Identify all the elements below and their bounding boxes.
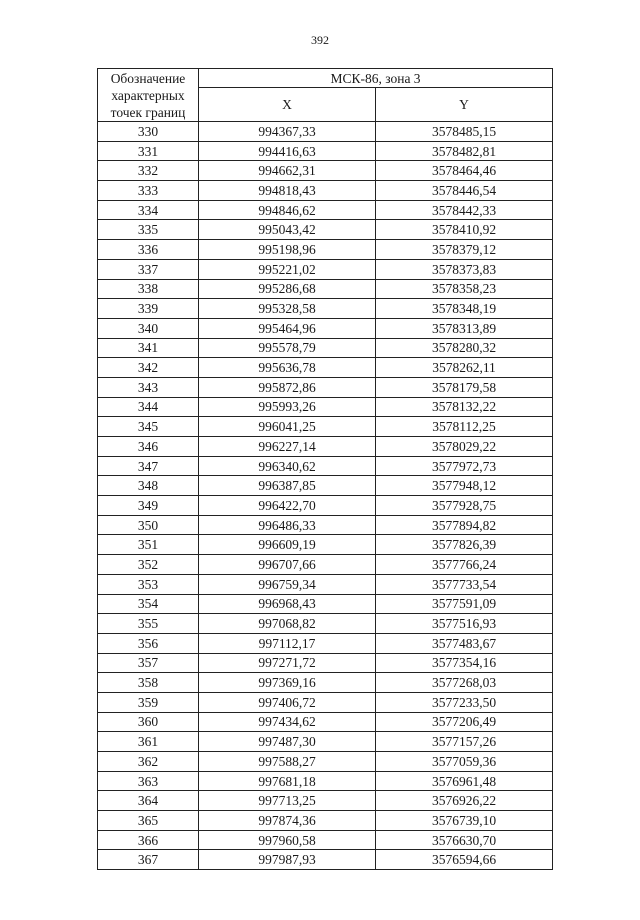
y-coordinate-cell: 3577591,09 <box>376 594 553 614</box>
y-coordinate-cell: 3577894,82 <box>376 515 553 535</box>
table-body <box>98 122 553 870</box>
point-number-cell: 357 <box>98 653 199 673</box>
point-number-cell: 349 <box>98 496 199 516</box>
point-number-cell: 358 <box>98 673 199 693</box>
y-coordinate-cell: 3577059,36 <box>376 752 553 772</box>
x-coordinate-cell: 997434,62 <box>199 712 376 732</box>
point-number-cell: 351 <box>98 535 199 555</box>
point-number-cell: 332 <box>98 161 199 181</box>
point-number-cell: 348 <box>98 476 199 496</box>
y-coordinate-cell: 3578482,81 <box>376 141 553 161</box>
table-row <box>98 397 553 417</box>
x-coordinate-cell: 997271,72 <box>199 653 376 673</box>
table-row <box>98 358 553 378</box>
y-coordinate-cell: 3576961,48 <box>376 771 553 791</box>
table-row <box>98 377 553 397</box>
table-row <box>98 417 553 437</box>
x-coordinate-cell: 997369,16 <box>199 673 376 693</box>
x-coordinate-cell: 996041,25 <box>199 417 376 437</box>
x-coordinate-cell: 997068,82 <box>199 614 376 634</box>
point-number-cell: 335 <box>98 220 199 240</box>
x-coordinate-cell: 994818,43 <box>199 181 376 201</box>
x-coordinate-cell: 996707,66 <box>199 555 376 575</box>
x-coordinate-cell: 997588,27 <box>199 752 376 772</box>
table-row <box>98 594 553 614</box>
x-coordinate-cell: 997112,17 <box>199 633 376 653</box>
point-number-cell: 352 <box>98 555 199 575</box>
y-coordinate-cell: 3577157,26 <box>376 732 553 752</box>
y-coordinate-cell: 3578379,12 <box>376 240 553 260</box>
x-coordinate-cell: 997960,58 <box>199 830 376 850</box>
table-row <box>98 732 553 752</box>
point-number-cell: 367 <box>98 850 199 870</box>
table-row <box>98 141 553 161</box>
table-row <box>98 653 553 673</box>
x-coordinate-cell: 995464,96 <box>199 318 376 338</box>
point-number-cell: 334 <box>98 200 199 220</box>
point-number-cell: 360 <box>98 712 199 732</box>
coordinates-table <box>97 68 553 870</box>
table-row <box>98 161 553 181</box>
y-coordinate-cell: 3578442,33 <box>376 200 553 220</box>
point-number-cell: 353 <box>98 574 199 594</box>
table-row <box>98 279 553 299</box>
table-row <box>98 299 553 319</box>
page-number: 392 <box>311 33 329 47</box>
x-coordinate-cell: 995328,58 <box>199 299 376 319</box>
point-number-cell: 362 <box>98 752 199 772</box>
point-number-cell: 355 <box>98 614 199 634</box>
table-row <box>98 476 553 496</box>
point-number-cell: 359 <box>98 692 199 712</box>
table-row <box>98 338 553 358</box>
x-coordinate-cell: 996422,70 <box>199 496 376 516</box>
x-coordinate-cell: 996387,85 <box>199 476 376 496</box>
table-row <box>98 240 553 260</box>
y-coordinate-cell: 3577354,16 <box>376 653 553 673</box>
table-row <box>98 200 553 220</box>
point-number-cell: 356 <box>98 633 199 653</box>
x-coordinate-cell: 997681,18 <box>199 771 376 791</box>
x-coordinate-cell: 997987,93 <box>199 850 376 870</box>
y-coordinate-cell: 3578358,23 <box>376 279 553 299</box>
table-row <box>98 456 553 476</box>
point-number-cell: 350 <box>98 515 199 535</box>
header-coordinate-system: МСК-86, зона 3 <box>199 69 553 88</box>
x-coordinate-cell: 996227,14 <box>199 437 376 457</box>
y-coordinate-cell: 3577233,50 <box>376 692 553 712</box>
header-y: Y <box>376 88 553 122</box>
x-coordinate-cell: 996968,43 <box>199 594 376 614</box>
x-coordinate-cell: 995043,42 <box>199 220 376 240</box>
point-number-cell: 333 <box>98 181 199 201</box>
header-x: X <box>199 88 376 122</box>
y-coordinate-cell: 3578313,89 <box>376 318 553 338</box>
x-coordinate-cell: 996609,19 <box>199 535 376 555</box>
x-coordinate-cell: 995993,26 <box>199 397 376 417</box>
y-coordinate-cell: 3578373,83 <box>376 259 553 279</box>
table-row <box>98 515 553 535</box>
x-coordinate-cell: 997713,25 <box>199 791 376 811</box>
table-row <box>98 181 553 201</box>
point-number-cell: 365 <box>98 811 199 831</box>
x-coordinate-cell: 997874,36 <box>199 811 376 831</box>
y-coordinate-cell: 3577766,24 <box>376 555 553 575</box>
table-row <box>98 673 553 693</box>
table-row <box>98 574 553 594</box>
point-number-cell: 338 <box>98 279 199 299</box>
point-number-cell: 341 <box>98 338 199 358</box>
point-number-cell: 336 <box>98 240 199 260</box>
point-number-cell: 342 <box>98 358 199 378</box>
y-coordinate-cell: 3576594,66 <box>376 850 553 870</box>
table-row <box>98 318 553 338</box>
y-coordinate-cell: 3578029,22 <box>376 437 553 457</box>
y-coordinate-cell: 3578179,58 <box>376 377 553 397</box>
y-coordinate-cell: 3578280,32 <box>376 338 553 358</box>
point-number-cell: 340 <box>98 318 199 338</box>
x-coordinate-cell: 997487,30 <box>199 732 376 752</box>
table-row <box>98 259 553 279</box>
x-coordinate-cell: 995578,79 <box>199 338 376 358</box>
y-coordinate-cell: 3578446,54 <box>376 181 553 201</box>
y-coordinate-cell: 3577826,39 <box>376 535 553 555</box>
y-coordinate-cell: 3576739,10 <box>376 811 553 831</box>
point-number-cell: 330 <box>98 122 199 142</box>
table-row <box>98 830 553 850</box>
point-number-cell: 345 <box>98 417 199 437</box>
point-number-cell: 346 <box>98 437 199 457</box>
x-coordinate-cell: 994846,62 <box>199 200 376 220</box>
table-row <box>98 712 553 732</box>
x-coordinate-cell: 995872,86 <box>199 377 376 397</box>
x-coordinate-cell: 995636,78 <box>199 358 376 378</box>
table-row <box>98 496 553 516</box>
point-number-cell: 337 <box>98 259 199 279</box>
table-row <box>98 850 553 870</box>
table-row <box>98 220 553 240</box>
x-coordinate-cell: 997406,72 <box>199 692 376 712</box>
header-point-designation: Обозначение характерных точек границ <box>98 69 199 122</box>
point-number-cell: 343 <box>98 377 199 397</box>
table-row <box>98 791 553 811</box>
x-coordinate-cell: 994416,63 <box>199 141 376 161</box>
x-coordinate-cell: 995221,02 <box>199 259 376 279</box>
point-number-cell: 339 <box>98 299 199 319</box>
x-coordinate-cell: 996486,33 <box>199 515 376 535</box>
x-coordinate-cell: 994662,31 <box>199 161 376 181</box>
x-coordinate-cell: 996759,34 <box>199 574 376 594</box>
point-number-cell: 344 <box>98 397 199 417</box>
table-row <box>98 437 553 457</box>
table-row <box>98 555 553 575</box>
point-number-cell: 364 <box>98 791 199 811</box>
table-row <box>98 614 553 634</box>
y-coordinate-cell: 3578262,11 <box>376 358 553 378</box>
table-row <box>98 752 553 772</box>
table-row <box>98 633 553 653</box>
y-coordinate-cell: 3577733,54 <box>376 574 553 594</box>
y-coordinate-cell: 3578348,19 <box>376 299 553 319</box>
x-coordinate-cell: 996340,62 <box>199 456 376 476</box>
y-coordinate-cell: 3577972,73 <box>376 456 553 476</box>
x-coordinate-cell: 994367,33 <box>199 122 376 142</box>
y-coordinate-cell: 3578485,15 <box>376 122 553 142</box>
y-coordinate-cell: 3576926,22 <box>376 791 553 811</box>
point-number-cell: 347 <box>98 456 199 476</box>
y-coordinate-cell: 3578464,46 <box>376 161 553 181</box>
table-row <box>98 692 553 712</box>
y-coordinate-cell: 3577948,12 <box>376 476 553 496</box>
y-coordinate-cell: 3577483,67 <box>376 633 553 653</box>
point-number-cell: 354 <box>98 594 199 614</box>
x-coordinate-cell: 995286,68 <box>199 279 376 299</box>
y-coordinate-cell: 3576630,70 <box>376 830 553 850</box>
point-number-cell: 366 <box>98 830 199 850</box>
point-number-cell: 361 <box>98 732 199 752</box>
y-coordinate-cell: 3577516,93 <box>376 614 553 634</box>
y-coordinate-cell: 3577268,03 <box>376 673 553 693</box>
table-row <box>98 771 553 791</box>
point-number-cell: 363 <box>98 771 199 791</box>
table-row <box>98 811 553 831</box>
y-coordinate-cell: 3578410,92 <box>376 220 553 240</box>
y-coordinate-cell: 3577206,49 <box>376 712 553 732</box>
y-coordinate-cell: 3578112,25 <box>376 417 553 437</box>
x-coordinate-cell: 995198,96 <box>199 240 376 260</box>
y-coordinate-cell: 3578132,22 <box>376 397 553 417</box>
table-row <box>98 535 553 555</box>
y-coordinate-cell: 3577928,75 <box>376 496 553 516</box>
point-number-cell: 331 <box>98 141 199 161</box>
table-row <box>98 122 553 142</box>
